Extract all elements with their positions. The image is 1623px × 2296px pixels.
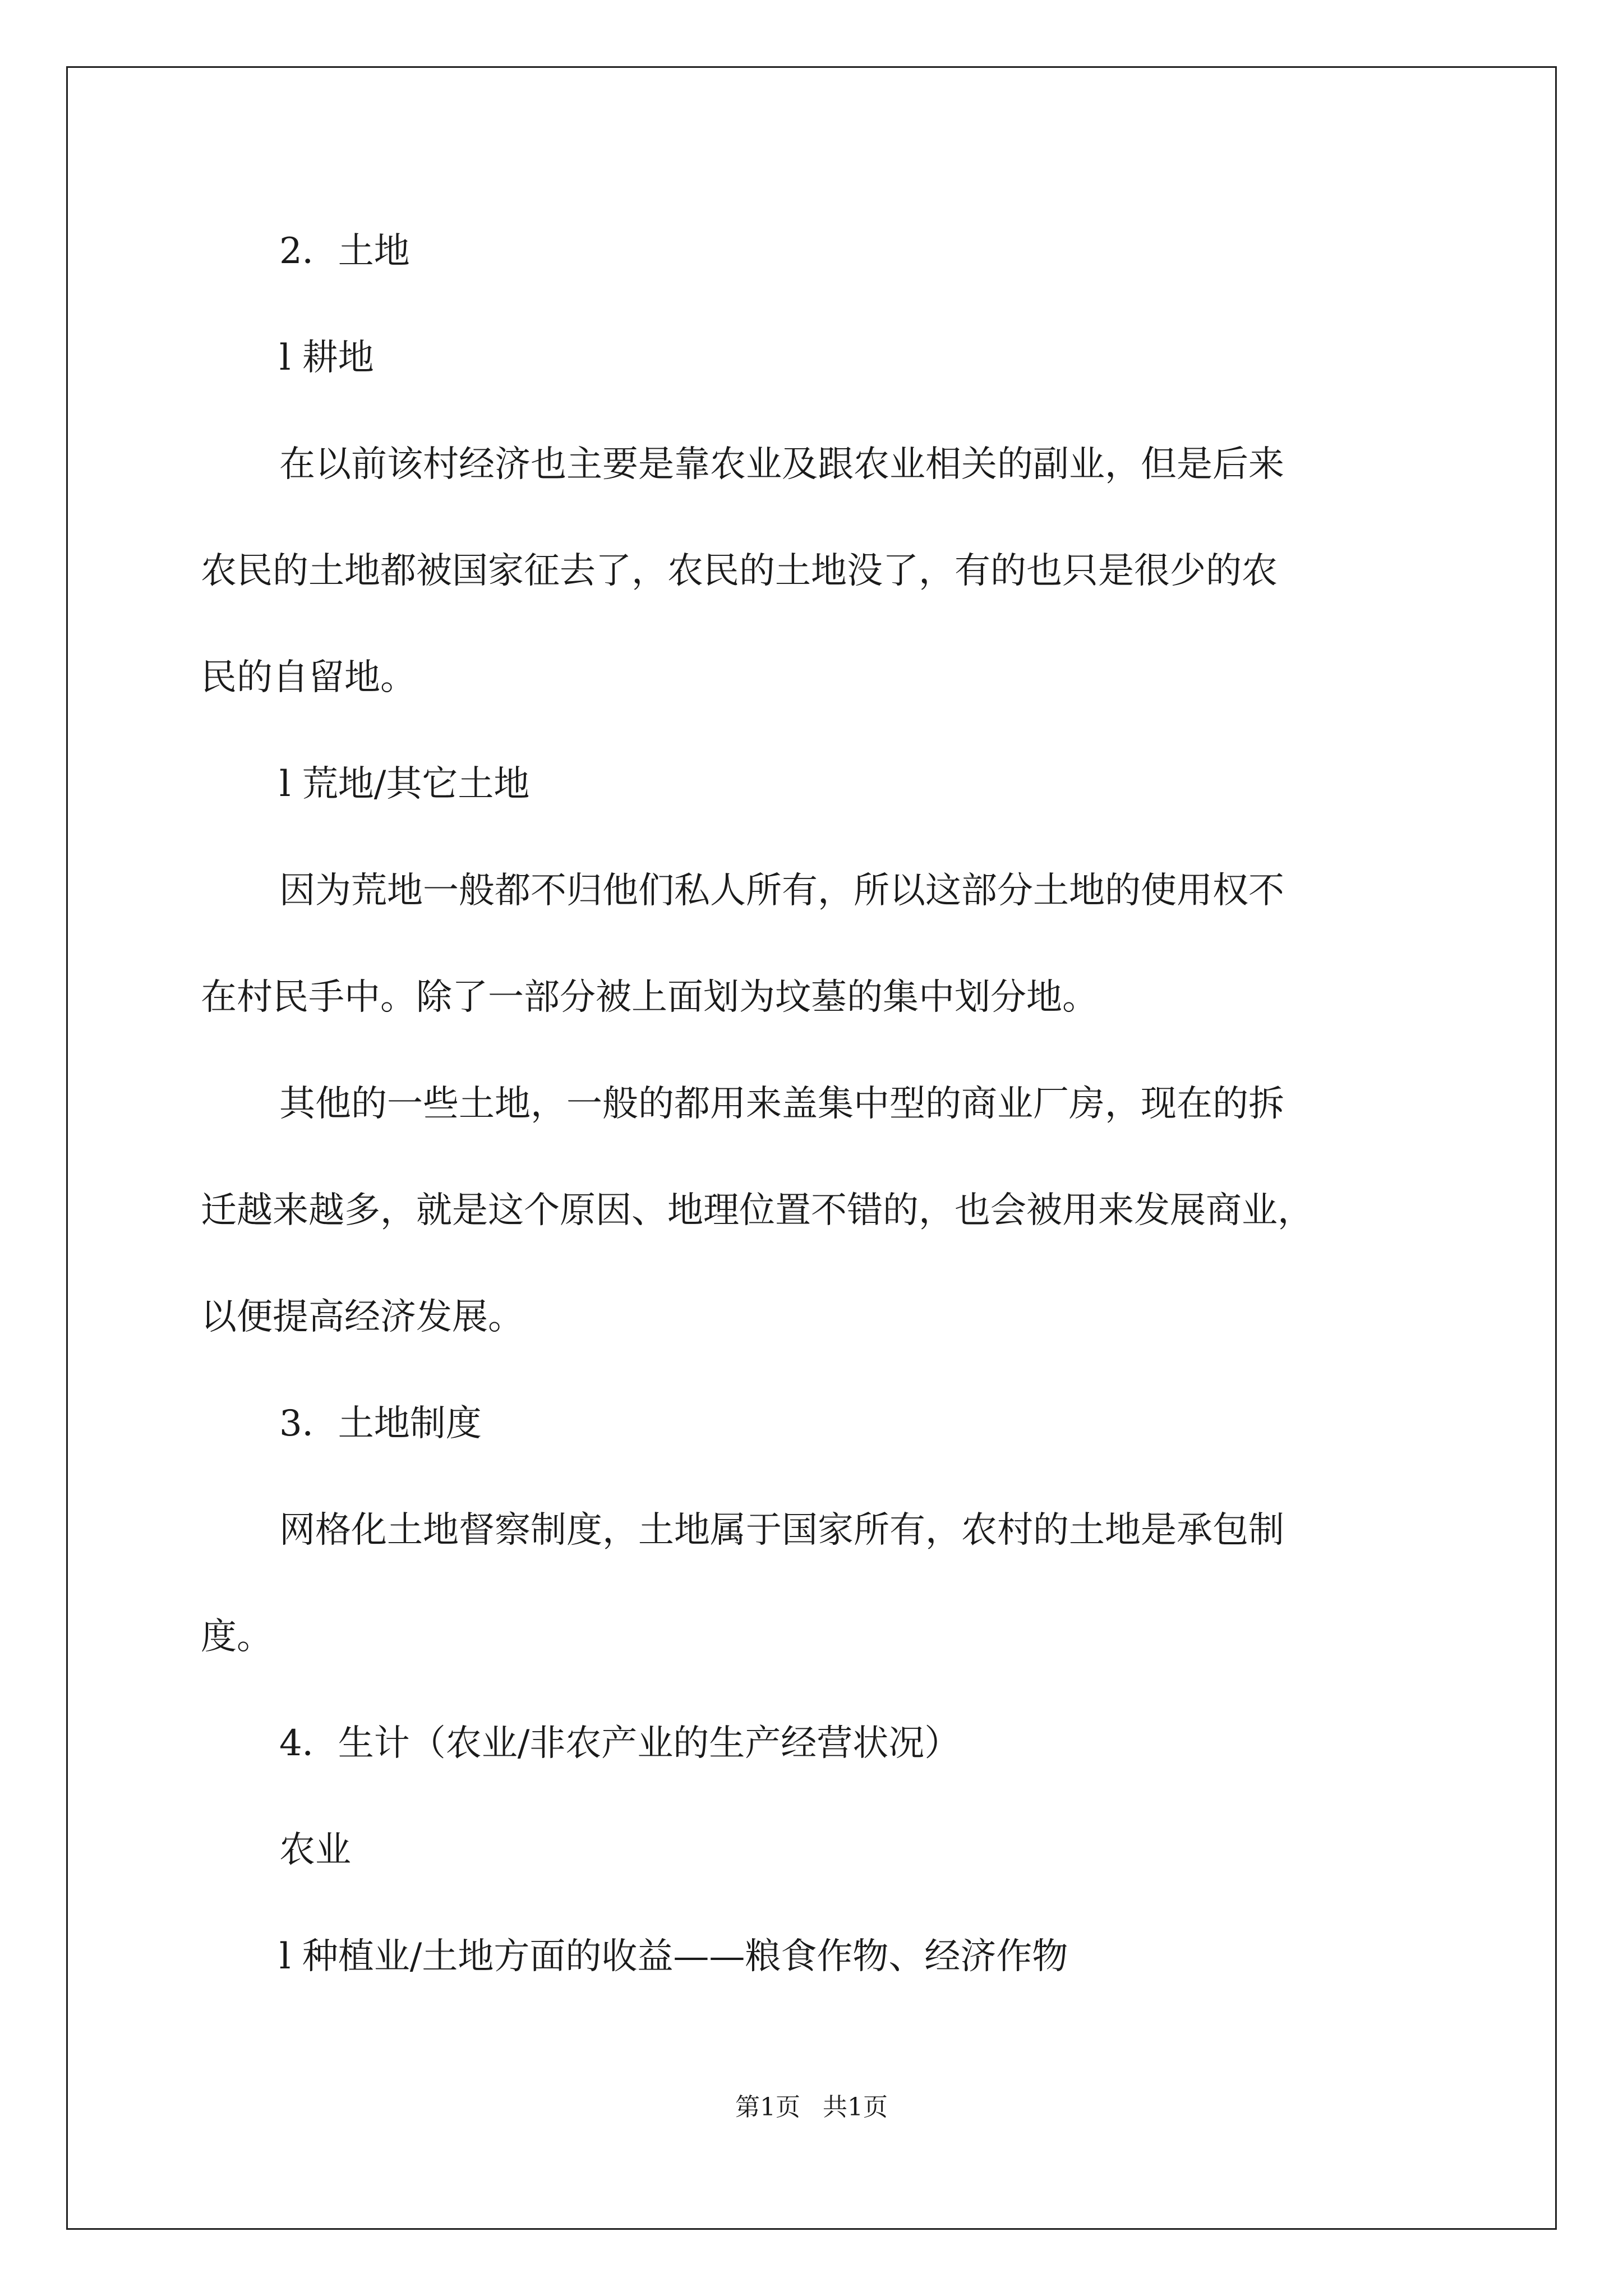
paragraph-line: 网格化土地督察制度，土地属于国家所有，农村的土地是承包制 bbox=[279, 1510, 1284, 1551]
subheading-wasteland: l 荒地/其它土地 bbox=[279, 763, 530, 805]
subheading-crop-farming: l 种植业/土地方面的收益——粮食作物、经济作物 bbox=[279, 1936, 1068, 1977]
paragraph-line: 度。 bbox=[201, 1616, 273, 1658]
paragraph-line: 在村民手中。除了一部分被上面划为坟墓的集中划分地。 bbox=[201, 977, 1098, 1018]
section-heading-livelihood: 4．生计（农业/非农产业的生产经营状况） bbox=[279, 1723, 961, 1764]
paragraph-line: 迁越来越多，就是这个原因、地理位置不错的，也会被用来发展商业， bbox=[201, 1190, 1313, 1231]
paragraph-line: 在以前该村经济也主要是靠农业及跟农业相关的副业，但是后来 bbox=[279, 444, 1284, 485]
page-number: 第1页 bbox=[735, 2093, 800, 2122]
section-heading-land: 2．土地 bbox=[279, 231, 410, 272]
subheading-cultivated-land: l 耕地 bbox=[279, 337, 374, 379]
page-footer bbox=[0, 2095, 1623, 2120]
paragraph-line: 民的自留地。 bbox=[201, 657, 416, 698]
subheading-agriculture: 农业 bbox=[279, 1829, 351, 1871]
page-total: 共1页 bbox=[823, 2093, 888, 2122]
paragraph-line: 因为荒地一般都不归他们私人所有，所以这部分土地的使用权不 bbox=[279, 870, 1284, 912]
section-heading-land-system: 3．土地制度 bbox=[279, 1403, 482, 1444]
page-border bbox=[66, 66, 1557, 2230]
paragraph-line: 农民的土地都被国家征去了，农民的土地没了，有的也只是很少的农 bbox=[201, 550, 1278, 592]
paragraph-line: 其他的一些土地，一般的都用来盖集中型的商业厂房，现在的拆 bbox=[279, 1083, 1284, 1125]
paragraph-line: 以便提高经济发展。 bbox=[201, 1296, 524, 1338]
